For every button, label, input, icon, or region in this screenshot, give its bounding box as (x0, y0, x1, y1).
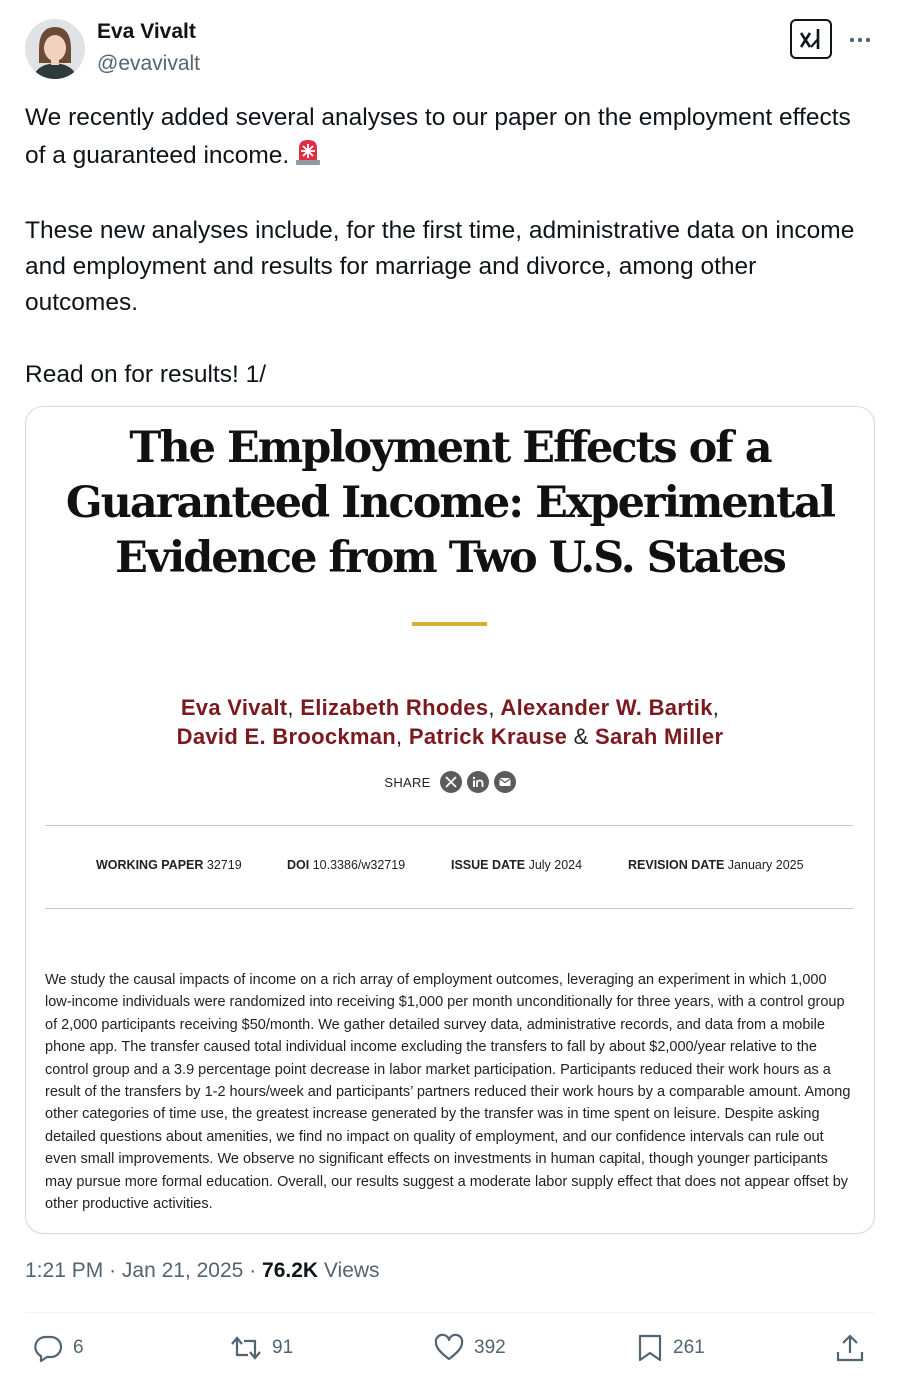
paper-abstract: We study the causal impacts of income on a rich array of employment outcomes, leveraging an experiment in which 1,000 low-income individuals were randomized into receiving $1,000 per month unconditionally for three years, with a control group of 2,000 participants receiving $50/month. We gather detailed survey data, administrative records, and data from a mobile phone app. The transfer caused total individual income excluding the transfers to fall by about $2,000/year relative to the control group and a 3.9 percentage point decrease in labor market participation. Participants reduced their work hours as a result of the transfers by 1-2 hours/week and participants’ partners reduced their work hours by a comparable amount. Among other categories of time use, the greatest increase generated by the transfer was in time spent on leisure. Despite asking detailed questions about amenities, we find no impact on quality of employment, and our confidence intervals can rule out even small improvements. We observe no significant effects on investments in human capital, though younger participants may pursue more formal education. Overall, our results suggest a moderate labor supply effect that does not appear offset by other productive activities. (45, 972, 851, 1213)
linkedin-icon (467, 771, 489, 793)
meta-divider-top (45, 825, 853, 826)
avatar-photo (25, 19, 85, 79)
meta-doi: DOI 10.3386/w32719 (287, 858, 406, 872)
share-button[interactable] (835, 1333, 865, 1363)
post-date[interactable]: Jan 21, 2025 (121, 1259, 244, 1282)
share-label: SHARE (384, 774, 431, 790)
meta-divider-bottom (45, 908, 853, 909)
reply-button[interactable] (33, 1333, 84, 1363)
x-icon (440, 771, 462, 793)
repost-icon (230, 1333, 262, 1363)
paper-author: Patrick Krause (408, 724, 568, 749)
xai-logo-glyph (798, 27, 824, 51)
heart-icon (434, 1333, 464, 1363)
repost-button[interactable] (230, 1333, 293, 1363)
bookmark-count: 261 (673, 1337, 705, 1358)
meta-working-paper: WORKING PAPER 32719 (96, 858, 242, 872)
meta-issue-date: ISSUE DATE July 2024 (451, 858, 583, 872)
author-handle[interactable]: @evavivalt (97, 52, 201, 75)
tweet-paragraph-1: We recently added several analyses to our paper on the employment effects of a guaranteed income. (25, 100, 865, 177)
paper-author: Eva Vivalt (180, 695, 288, 720)
paper-title-line: The Employment Effects of a (129, 423, 771, 473)
views-label: Views (323, 1259, 380, 1282)
like-count: 392 (474, 1337, 506, 1358)
reply-icon (33, 1333, 63, 1363)
paper-author: Alexander W. Bartik (500, 695, 713, 720)
paper-author: Elizabeth Rhodes (300, 695, 489, 720)
title-divider (412, 622, 487, 626)
paper-author: Sarah Miller (595, 724, 724, 749)
share-row (26, 771, 874, 793)
more-options-icon[interactable] (846, 24, 874, 52)
bookmark-button[interactable] (637, 1333, 705, 1363)
post-timestamp: 1:21 PM · Jan 21, 2025 · 76.2K Views (25, 1259, 380, 1282)
paper-authors: Eva Vivalt, Elizabeth Rhodes, Alexander W. Bartik, David E. Broockman, Patrick Krause & Sarah Miller (176, 695, 724, 749)
paper-title-line: Guaranteed Income: Experimental (65, 478, 835, 528)
meta-revision-date: REVISION DATE January 2025 (628, 858, 804, 872)
email-icon (494, 771, 516, 793)
tweet-text (25, 100, 865, 393)
paper-title-line: Evidence from Two U.S. States (115, 533, 785, 583)
grok-icon[interactable] (790, 19, 832, 59)
reply-count: 6 (73, 1337, 84, 1358)
paper-title (26, 421, 874, 586)
like-button[interactable] (434, 1333, 506, 1363)
tweet-paragraph-3: Read on for results! 1/ (25, 361, 267, 388)
bookmark-icon (637, 1333, 663, 1363)
action-bar-divider (25, 1312, 875, 1313)
author-name[interactable]: Eva Vivalt (97, 20, 196, 43)
rotating-light-icon (293, 136, 323, 177)
repost-count: 91 (272, 1337, 294, 1358)
views-count: 76.2K (262, 1259, 319, 1282)
tweet-paragraph-2: These new analyses include, for the first time, administrative data on income and employment and results for marriage and divorce, among other outcomes. (25, 217, 855, 316)
avatar[interactable] (25, 19, 85, 79)
share-icon (835, 1333, 865, 1363)
paper-author: David E. Broockman (176, 724, 397, 749)
post-time[interactable]: 1:21 PM (25, 1259, 104, 1282)
media-image-card[interactable] (25, 406, 875, 1234)
